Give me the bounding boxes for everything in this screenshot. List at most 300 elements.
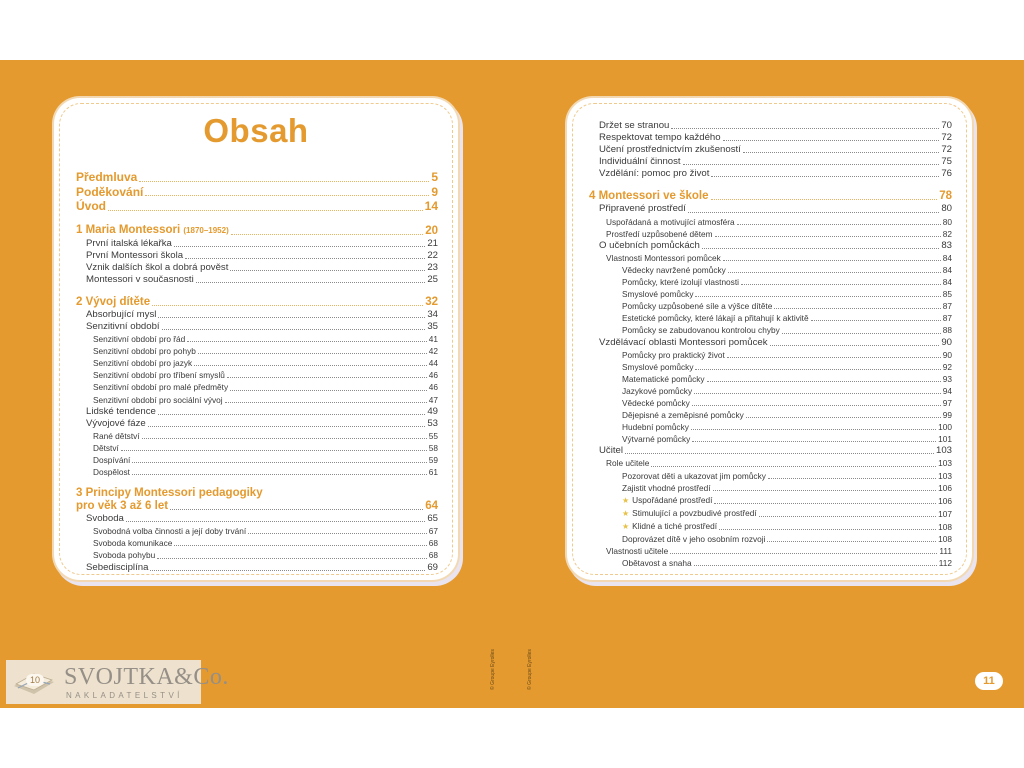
toc-entry-page: 53 xyxy=(427,417,438,429)
toc-entry-label xyxy=(622,482,711,494)
copyright-note-right: © Groupe Eyrolles xyxy=(527,649,533,690)
toc-entry xyxy=(76,262,438,274)
toc-chapter-entry xyxy=(76,295,438,309)
toc-entry-text: Pomůcky se zabudovanou kontrolou chyby xyxy=(622,325,780,336)
toc-entry xyxy=(589,373,952,385)
toc-entry-label xyxy=(622,557,692,569)
toc-entry-label xyxy=(622,276,739,288)
toc-entry-text: Dětství xyxy=(93,442,119,453)
dot-leader xyxy=(768,478,936,479)
toc-entry-label xyxy=(606,216,735,228)
page-title: Obsah xyxy=(203,112,309,149)
toc-entry-text: Senzitivní období pro pohyb xyxy=(93,346,196,357)
dot-leader xyxy=(727,357,941,358)
toc-entry-label xyxy=(93,525,246,537)
toc-entry-label xyxy=(86,562,148,574)
toc-entry-label xyxy=(76,199,106,214)
toc-entry-label xyxy=(622,264,726,276)
toc-entry xyxy=(589,433,952,445)
toc-entry-text: Vzdělání: pomoc pro život xyxy=(599,168,710,180)
dot-leader xyxy=(688,212,939,213)
dot-leader xyxy=(230,390,427,391)
dot-leader xyxy=(162,329,426,330)
toc-entry-text: Připravené prostředí xyxy=(599,203,686,215)
toc-entry-label xyxy=(622,470,766,482)
toc-entry-text: Výtvarné pomůcky xyxy=(622,434,691,445)
toc-entry-page: 94 xyxy=(942,385,952,396)
toc-entry-page: 21 xyxy=(427,237,438,249)
dot-leader xyxy=(152,305,423,306)
toc-entry-page: 42 xyxy=(428,346,438,357)
toc-list-left xyxy=(76,170,438,574)
toc-entry-label xyxy=(599,240,700,252)
toc-entry-label xyxy=(622,385,692,397)
toc-entry-page: 55 xyxy=(428,430,438,441)
toc-entry-label xyxy=(622,520,717,533)
toc-entry-page: 49 xyxy=(427,405,438,417)
toc-entry xyxy=(589,300,952,312)
toc-entry xyxy=(76,537,438,549)
toc-entry-label xyxy=(622,433,690,445)
toc-entry-text: Sebedisciplína xyxy=(86,561,149,573)
toc-entry-label xyxy=(86,262,228,274)
toc-entry-page: 75 xyxy=(941,156,952,168)
toc-chapter-entry xyxy=(589,189,952,203)
dot-leader xyxy=(198,353,427,354)
toc-entry-label xyxy=(93,442,119,454)
dot-leader xyxy=(108,210,423,211)
toc-entry-page: 46 xyxy=(428,370,438,381)
toc-entry-label-line2: pro věk 3 až 6 let xyxy=(76,500,169,513)
toc-entry-text: Smyslové pomůcky xyxy=(622,289,694,300)
toc-entry xyxy=(76,442,438,454)
toc-entry-label xyxy=(622,507,757,520)
page-number-right: 11 xyxy=(975,672,1003,690)
dot-leader xyxy=(174,545,426,546)
toc-entry-label xyxy=(599,144,741,156)
toc-entry-page: 68 xyxy=(428,550,438,561)
toc-entry-label xyxy=(93,345,196,357)
toc-entry-text: Senzitivní období pro jazyk xyxy=(93,358,193,369)
toc-entry-text: Vznik dalších škol a dobrá pověst xyxy=(86,261,229,273)
toc-entry-text: Svoboda pohybu xyxy=(93,550,156,561)
dot-leader xyxy=(707,381,941,382)
toc-entry-label xyxy=(622,300,772,312)
publisher-subtitle: NAKLADATELSTVÍ xyxy=(66,691,183,700)
toc-entry xyxy=(76,357,438,369)
toc-entry-page: 61 xyxy=(428,467,438,478)
toc-entry xyxy=(76,562,438,574)
toc-entry-label xyxy=(93,454,130,466)
dot-leader xyxy=(743,152,939,153)
dot-leader xyxy=(196,282,426,283)
dot-leader xyxy=(158,317,425,318)
toc-chapter-entry xyxy=(76,199,438,214)
toc-entry-page: 83 xyxy=(941,239,952,251)
toc-entry-page: 103 xyxy=(935,445,952,457)
toc-entry-page: 34 xyxy=(427,308,438,320)
dot-leader xyxy=(741,284,941,285)
toc-entry-label xyxy=(599,337,768,349)
toc-entry xyxy=(589,385,952,397)
dot-leader xyxy=(170,509,423,510)
toc-entry-page: 100 xyxy=(938,422,952,433)
toc-entry-label xyxy=(86,274,194,286)
copyright-note-left: © Groupe Eyrolles xyxy=(490,649,496,690)
toc-entry-page: 59 xyxy=(428,455,438,465)
page-number-left: 10 xyxy=(26,674,44,686)
toc-entry-label xyxy=(93,357,192,369)
toc-entry-text: První italská lékařka xyxy=(86,237,172,249)
toc-entry-text: Předmluva xyxy=(76,170,138,184)
toc-entry-label xyxy=(589,189,709,203)
toc-entry-page: 72 xyxy=(941,132,952,144)
toc-entry-text: Uspořádané prostředí xyxy=(632,494,713,505)
toc-entry-label xyxy=(622,361,693,373)
toc-entry-label xyxy=(86,418,146,430)
toc-entry-page: 87 xyxy=(942,313,952,324)
toc-entry-page: 65 xyxy=(427,513,438,525)
toc-entry-page: 84 xyxy=(942,264,952,275)
toc-entry-label xyxy=(93,430,140,442)
dot-leader xyxy=(711,176,939,177)
toc-entry-text: Hudební pomůcky xyxy=(622,422,689,433)
toc-entry xyxy=(76,321,438,333)
toc-entry-page: 20 xyxy=(425,224,438,237)
toc-entry-label xyxy=(86,321,160,333)
toc-entry-label xyxy=(622,288,693,300)
toc-entry-page: 84 xyxy=(942,252,952,263)
dot-leader xyxy=(227,377,427,378)
toc-entry-text: 2 Vývoj dítěte xyxy=(76,295,151,308)
dot-leader xyxy=(132,462,426,463)
toc-entry xyxy=(76,345,438,357)
dot-leader xyxy=(694,565,937,566)
toc-entry-label xyxy=(599,132,721,144)
toc-entry xyxy=(76,454,438,466)
toc-entry-text: Senzitivní období xyxy=(86,320,160,332)
toc-entry-page: 93 xyxy=(942,373,952,384)
dot-leader xyxy=(142,438,427,439)
toc-entry-text: 4 Montessori ve škole xyxy=(589,190,709,203)
toc-entry-text: Vývojové fáze xyxy=(86,417,146,429)
toc-entry-text: Dějepisné a zeměpisné pomůcky xyxy=(622,410,744,421)
toc-entry-text: O učebních pomůckách xyxy=(599,239,700,251)
toc-entry-text: Pomůcky, které izolují vlastnosti xyxy=(622,277,739,288)
dot-leader xyxy=(782,333,941,334)
toc-entry-page: 103 xyxy=(938,470,952,481)
toc-entry-page: 5 xyxy=(431,170,438,184)
dot-leader xyxy=(157,558,426,559)
dot-leader xyxy=(139,181,429,182)
toc-entry-page: 41 xyxy=(428,334,438,345)
toc-entry-text: Montessori v současnosti xyxy=(86,273,194,285)
toc-entry-page: 111 xyxy=(939,546,952,557)
toc-entry xyxy=(589,156,952,168)
toc-entry xyxy=(589,337,952,349)
toc-entry-page: 80 xyxy=(942,216,952,227)
star-icon: ★ xyxy=(622,521,630,531)
toc-entry-text: První Montessori škola xyxy=(86,249,184,261)
toc-entry-text: Absorbující mysl xyxy=(86,308,157,320)
toc-entry-label xyxy=(86,238,172,250)
dot-leader xyxy=(174,246,425,247)
toc-entry-page: 99 xyxy=(942,410,952,421)
toc-entry-page: 112 xyxy=(938,558,952,569)
toc-entry-label xyxy=(93,549,155,561)
toc-entry-text: Senzitivní období pro malé předměty xyxy=(93,382,229,393)
toc-entry-label xyxy=(76,185,143,200)
toc-entry-label xyxy=(622,421,689,433)
toc-entry xyxy=(589,545,952,557)
toc-entry xyxy=(589,324,952,336)
star-icon: ★ xyxy=(622,495,630,505)
toc-entry xyxy=(589,228,952,240)
toc-entry xyxy=(76,381,438,393)
toc-entry-label xyxy=(86,513,124,525)
toc-entry xyxy=(589,494,952,507)
toc-entry-label xyxy=(86,309,156,321)
toc-entry xyxy=(76,394,438,406)
toc-entry-label xyxy=(622,397,690,409)
publisher-logo xyxy=(6,660,229,704)
toc-entry xyxy=(589,252,952,264)
toc-entry-text: Senzitivní období pro tříbení smyslů xyxy=(93,370,225,381)
dot-leader xyxy=(691,429,936,430)
toc-entry-label xyxy=(93,394,223,406)
toc-entry-page: 9 xyxy=(431,184,438,199)
toc-entry xyxy=(589,361,952,373)
toc-entry-page: 108 xyxy=(938,534,952,544)
toc-entry-page: 78 xyxy=(939,190,952,203)
toc-entry-page: 64 xyxy=(425,500,438,513)
toc-entry-text: Respektovat tempo každého xyxy=(599,132,721,144)
toc-entry xyxy=(589,397,952,409)
toc-entry-label: 3 Principy Montessori pedagogiky xyxy=(76,487,263,500)
toc-entry-label xyxy=(622,409,744,421)
toc-entry-page: 90 xyxy=(941,336,952,348)
toc-entry-page: 92 xyxy=(942,361,952,372)
toc-entry-page: 85 xyxy=(942,289,952,300)
toc-entry-label xyxy=(606,545,668,557)
dot-leader xyxy=(121,450,427,451)
toc-entry-label xyxy=(622,312,809,324)
dot-leader xyxy=(670,553,937,554)
dot-leader xyxy=(231,234,423,235)
toc-entry-page: 68 xyxy=(428,538,438,549)
dot-leader xyxy=(723,260,941,261)
toc-entry xyxy=(589,421,952,433)
toc-entry-label xyxy=(622,324,780,336)
toc-entry xyxy=(76,238,438,250)
toc-entry-text: Doprovázet dítě v jeho osobním rozvoji xyxy=(622,534,766,544)
toc-entry xyxy=(589,288,952,300)
toc-entry-page: 70 xyxy=(941,120,952,131)
toc-entry xyxy=(589,533,952,545)
toc-entry xyxy=(589,409,952,421)
dot-leader xyxy=(126,521,425,522)
toc-entry-text: Role učitele xyxy=(606,458,650,469)
toc-entry-label xyxy=(86,250,183,262)
dot-leader xyxy=(811,320,941,321)
toc-entry-label xyxy=(93,381,228,393)
toc-entry-label xyxy=(606,228,713,240)
toc-chapter-entry xyxy=(76,223,438,238)
toc-entry-text: Estetické pomůcky, které lákají a přitahují k aktivitě xyxy=(622,313,809,324)
toc-entry-label xyxy=(76,295,150,309)
toc-entry-page: 35 xyxy=(427,320,438,332)
toc-entry xyxy=(589,240,952,252)
toc-entry xyxy=(589,312,952,324)
toc-entry-line xyxy=(76,500,438,513)
toc-entry-page: 72 xyxy=(941,144,952,156)
toc-entry xyxy=(589,216,952,228)
toc-entry-text: 1 Maria Montessori xyxy=(76,223,181,236)
toc-entry-page: 82 xyxy=(942,228,952,239)
toc-entry xyxy=(589,168,952,180)
toc-entry-text: Prostředí uzpůsobené dětem xyxy=(606,228,713,239)
dot-leader xyxy=(692,441,936,442)
dot-leader xyxy=(759,516,936,517)
toc-entry xyxy=(589,507,952,520)
toc-entry-label xyxy=(599,120,669,132)
toc-entry-label xyxy=(93,466,130,478)
dot-leader xyxy=(225,402,427,403)
toc-entry-text: Svoboda xyxy=(86,513,124,525)
dot-leader xyxy=(683,164,940,165)
toc-entry-page: 103 xyxy=(938,458,952,469)
toc-entry-page: 58 xyxy=(428,442,438,453)
toc-entry-text: Uspořádaná a motivující atmosféra xyxy=(606,216,735,227)
toc-entry-text: Učení prostřednictvím zkušeností xyxy=(599,144,741,156)
toc-entry-label xyxy=(606,457,649,469)
toc-entry-text: Vzdělávací oblasti Montessori pomůcek xyxy=(599,336,768,348)
toc-right-page xyxy=(567,98,972,580)
dot-leader xyxy=(715,236,941,237)
toc-entry xyxy=(76,274,438,286)
toc-entry-text: Smyslové pomůcky xyxy=(622,361,694,372)
dot-leader xyxy=(692,405,941,406)
dot-leader xyxy=(695,369,940,370)
toc-entry-label xyxy=(93,333,185,345)
toc-entry xyxy=(589,120,952,132)
toc-entry-text: Vědecké pomůcky xyxy=(622,397,690,408)
dot-leader xyxy=(651,466,936,467)
toc-entry-label xyxy=(76,223,229,238)
dot-leader xyxy=(713,490,937,491)
toc-entry-page: 101 xyxy=(938,434,952,445)
toc-entry-text: Jazykové pomůcky xyxy=(622,385,693,396)
toc-entry-page: 32 xyxy=(425,295,438,308)
dot-leader xyxy=(230,270,425,271)
toc-entry-page: 25 xyxy=(427,273,438,285)
dot-leader xyxy=(770,345,940,346)
publisher-name: SVOJTKA&Co. xyxy=(64,664,229,690)
toc-entry-text: Rané dětství xyxy=(93,430,140,441)
toc-entry-text: Pomůcky pro praktický život xyxy=(622,349,725,360)
toc-entry-text: Pomůcky uzpůsobené síle a výšce dítěte xyxy=(622,301,773,312)
dot-leader xyxy=(694,393,941,394)
dot-leader xyxy=(132,474,427,475)
toc-entry xyxy=(76,525,438,537)
dot-leader xyxy=(187,341,427,342)
dot-leader xyxy=(774,308,940,309)
toc-entry-label xyxy=(599,445,623,457)
toc-entry-label xyxy=(606,252,721,264)
toc-entry-page: 67 xyxy=(428,526,438,537)
toc-entry-label xyxy=(622,494,712,507)
toc-entry xyxy=(589,470,952,482)
toc-entry xyxy=(589,132,952,144)
toc-entry-label xyxy=(599,203,686,215)
toc-entry-page: 23 xyxy=(427,261,438,273)
toc-entry-text: Senzitivní období pro řád xyxy=(93,334,186,345)
toc-list-right xyxy=(589,120,952,569)
dot-leader xyxy=(158,414,425,415)
dot-leader xyxy=(711,199,938,200)
dot-leader xyxy=(150,570,425,571)
toc-entry-page: 80 xyxy=(941,203,952,215)
toc-entry-text: Dospívání xyxy=(93,455,131,465)
star-icon: ★ xyxy=(622,508,630,518)
toc-entry-text: Učitel xyxy=(599,445,623,457)
toc-entry-page: 107 xyxy=(938,508,952,519)
dot-leader xyxy=(714,503,936,504)
toc-entry-label xyxy=(86,406,156,418)
toc-entry-text: Držet se stranou xyxy=(599,120,670,131)
toc-entry xyxy=(76,406,438,418)
toc-entry xyxy=(76,466,438,478)
toc-entry-label xyxy=(93,369,225,381)
toc-entry-page: 69 xyxy=(427,561,438,573)
toc-entry-text: Poděkování xyxy=(76,184,144,199)
dot-leader xyxy=(746,417,941,418)
toc-entry xyxy=(589,520,952,533)
toc-chapter-entry xyxy=(76,185,438,200)
toc-entry-label xyxy=(599,156,681,168)
toc-entry-page: 46 xyxy=(428,382,438,393)
toc-entry-page: 106 xyxy=(938,495,952,506)
toc-entry-page: 97 xyxy=(942,397,952,408)
toc-entry-text: Dospělost xyxy=(93,467,130,478)
toc-entry-text: Senzitivní období pro sociální vývoj xyxy=(93,394,223,405)
dot-leader xyxy=(767,541,936,542)
toc-entry-years: (1870–1952) xyxy=(183,225,229,235)
toc-entry xyxy=(589,557,952,569)
toc-entry-label xyxy=(76,170,137,185)
toc-entry-page: 44 xyxy=(428,358,438,369)
toc-entry-page: 47 xyxy=(428,394,438,405)
toc-entry xyxy=(76,430,438,442)
toc-entry xyxy=(589,457,952,469)
toc-entry-page: 22 xyxy=(427,249,438,261)
toc-entry-text: Zajistit vhodné prostředí xyxy=(622,482,711,493)
toc-entry-text: Lidské tendence xyxy=(86,405,156,417)
toc-entry-page: 14 xyxy=(424,199,438,213)
toc-entry-text: Pozorovat děti a ukazovat jim pomůcky xyxy=(622,470,766,481)
toc-entry xyxy=(589,482,952,494)
toc-entry-text: Individuální činnost xyxy=(599,156,681,168)
dot-leader xyxy=(737,224,941,225)
toc-entry-text: Stimulující a povzbudivé prostředí xyxy=(632,507,757,518)
toc-entry-page: 84 xyxy=(942,277,952,288)
toc-entry-text: Klidné a tiché prostředí xyxy=(632,520,718,531)
toc-entry-label xyxy=(622,533,765,545)
toc-entry xyxy=(589,264,952,276)
toc-chapter-entry xyxy=(76,170,438,185)
dot-leader xyxy=(625,453,934,454)
dot-leader xyxy=(148,426,426,427)
